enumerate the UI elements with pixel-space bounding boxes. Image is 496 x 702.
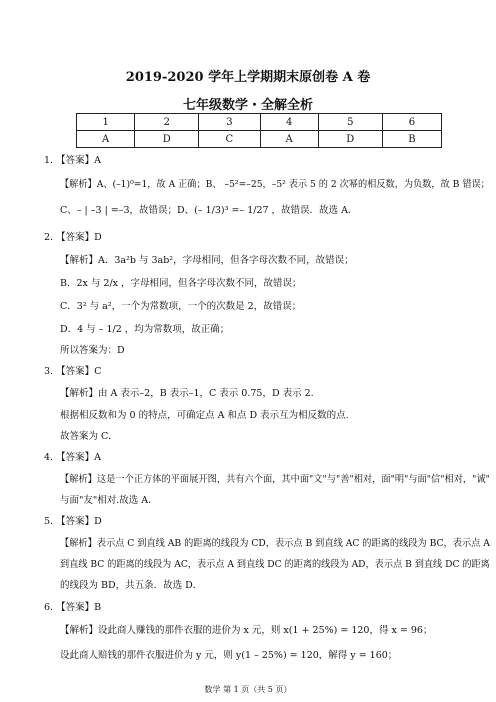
page-footer: 数学 第 1 页（共 5 页） (204, 685, 292, 694)
table-cell: D (135, 131, 199, 148)
solution-line: C、– | –3 | =–3，故错误；D、(– 1/3)³ =– 1/27 ，故错误．故选 A. (60, 205, 351, 216)
table-cell: 4 (260, 114, 318, 131)
solution-line: 故答案为 C． (60, 431, 118, 442)
table-cell: A (77, 131, 135, 148)
table-cell: 3 (199, 114, 260, 131)
solution-line: C．3² 与 a²，一个为常数项，一个的次数是 2，故错误； (60, 301, 302, 312)
solution-line: 与面"友"相对.故选 A． (60, 495, 158, 506)
solution-line: 的线段为 BD，共五条．故选 D． (60, 580, 203, 591)
solution-line: 【解析】设此商人赚钱的那件衣服的进价为 x 元，则 x(1 + 25%) = 120，得 x = 96； (60, 625, 433, 636)
solution-line: D．4 与 – 1/2 ，均为常数项，故正确； (60, 324, 230, 335)
solution-line: 到直线 BC 的距离的线段为 AC，表示点 A 到直线 DC 的距离的线段为 AD，表示点 B 到直线 DC 的距离 (60, 559, 490, 570)
solution-line: B．2x 与 2/x ，字母相同，但各字母次数不同，故错误； (60, 278, 302, 289)
answer-table (76, 113, 442, 148)
table-cell: D (318, 131, 382, 148)
table-cell: A (260, 131, 318, 148)
question-heading: 3. 【答案】C (44, 366, 102, 377)
solution-line: 【解析】A、(–1)⁰=1，故 A 正确；B、 –5²=–25，–5² 表示 5 的 2 次幂的相反数，为负数，故 B 错误； (60, 179, 490, 190)
document-subtitle: 七年级数学・全解全析 (182, 98, 313, 113)
document-title: 2019-2020 学年上学期期末原创卷 A 卷 (125, 70, 371, 85)
solution-line: 设此商人赔钱的那件衣服进价为 y 元，则 y(1 – 25%) = 120，解得 y = 160； (60, 650, 398, 661)
solution-line: 【解析】由 A 表示–2，B 表示–1，C 表示 0.75，D 表示 2. (60, 388, 314, 399)
table-cell: 6 (382, 114, 441, 131)
question-heading: 4. 【答案】A (44, 452, 101, 463)
answer-table-answer-row (77, 131, 442, 148)
solution-line: 【解析】这是一个正方体的平面展开图，共有六个面，其中面"文"与"善"相对，面"明"与面"信"相对，"诚" (60, 474, 490, 485)
question-heading: 5. 【答案】D (44, 516, 102, 527)
table-cell: 1 (77, 114, 135, 131)
table-cell: C (199, 131, 260, 148)
solution-line: 根据相反数和为 0 的特点，可确定点 A 和点 D 表示互为相反数的点. (60, 410, 349, 421)
question-heading: 1. 【答案】A (44, 155, 101, 166)
table-cell: 5 (318, 114, 382, 131)
table-cell: B (382, 131, 441, 148)
solution-line: 所以答案为：D (60, 345, 125, 356)
solution-line: 【解析】表示点 C 到直线 AB 的距离的线段为 CD，表示点 B 到直线 AC 的距离的线段为 BC，表示点 A (60, 538, 490, 549)
table-cell: 2 (135, 114, 199, 131)
answer-table-number-row (77, 114, 442, 131)
question-heading: 2. 【答案】D (44, 232, 102, 243)
question-heading: 6. 【答案】B (44, 602, 102, 613)
solution-line: 【解析】A．3a²b 与 3ab²，字母相同，但各字母次数不同，故错误； (60, 255, 354, 266)
